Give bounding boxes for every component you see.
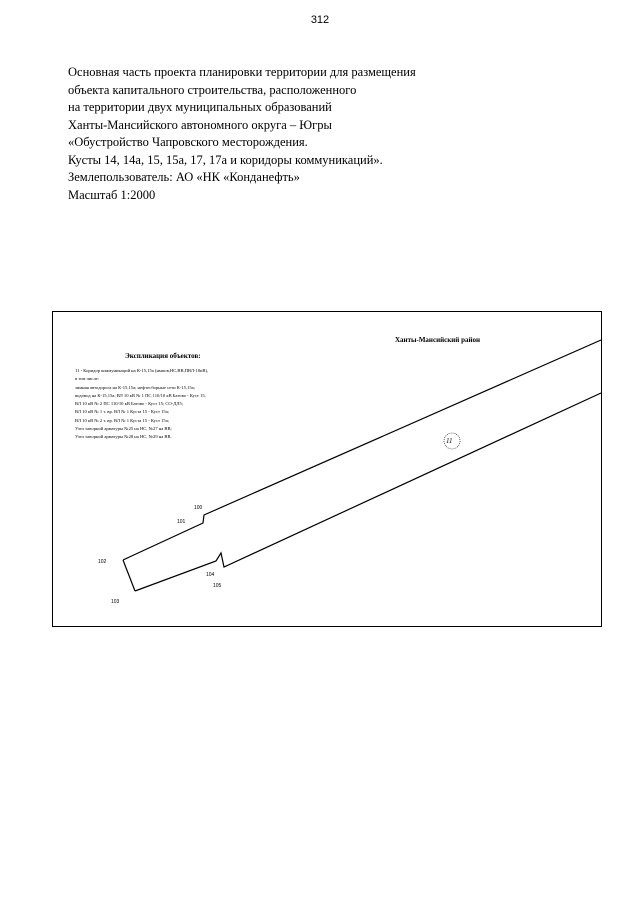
legend-item: в том числе: <box>75 376 99 382</box>
page-number: 312 <box>310 14 330 26</box>
header-line: объекта капитального строительства, расположенного <box>68 82 357 97</box>
legend-item: ВЛ 10 кВ № 1 т. вр. ВЛ № 1 Куста 15 - Куст 15а; <box>75 409 170 415</box>
legend-item: водовод на К-15,15а; ВЛ 10 кВ № 1 ПС 110/10 кВ Батово - Куст 15, <box>75 392 206 398</box>
point-label-103: 103 <box>111 599 120 605</box>
header-line: Ханты-Мансийского автономного округа – Югры <box>68 117 332 132</box>
header-line: «Обустройство Чапровского месторождения. <box>68 135 308 149</box>
point-label-105: 105 <box>213 583 222 589</box>
header-line: Землепользователь: АО «НК «Конданефть» <box>68 170 300 184</box>
header-line: Кусты 14, 14а, 15, 15а, 17, 17а и коридоры коммуникаций». <box>68 152 383 167</box>
legend-title: Экспликация объектов: <box>125 352 201 360</box>
zone-number-label: 11 <box>446 437 453 445</box>
region-label: Ханты-Мансийский район <box>395 336 481 344</box>
point-label-102: 102 <box>98 559 107 565</box>
scale-line: Масштаб 1:2000 <box>68 187 156 202</box>
document-header <box>68 64 568 204</box>
legend-item: 11 - Коридор коммуникаций на К-15,15а (нмпов,НС,ВВ,ПВЛ-10кВ), <box>75 368 209 373</box>
corridor-end-line <box>123 560 135 591</box>
point-label-104: 104 <box>206 572 215 578</box>
legend-item: ВЛ 10 кВ № 2 т. вр. ВЛ № 1 Куста 15 - Куст 15а; <box>75 417 170 423</box>
legend-item: ВЛ 10 кВ № 2 ПС 110/10 кВ Батово - Куст 15; СО-ДЛ5; <box>75 401 184 407</box>
map-frame <box>52 311 602 627</box>
point-label-100: 100 <box>194 505 203 511</box>
legend-item: Узел запорной арматуры №28 на НС, №29 на ВВ. <box>75 434 172 440</box>
legend-item: Узел запорной арматуры №25 на НС, №27 на ВВ; <box>75 426 172 432</box>
point-label-101: 101 <box>177 519 186 525</box>
header-line: Основная часть проекта планировки территории для размещения <box>68 65 416 79</box>
legend-list <box>75 367 208 442</box>
legend-item: зимняя автодорога на К-15,15а; нефтесборные сети К-15,15а; <box>75 384 195 390</box>
header-line: на территории двух муниципальных образований <box>68 100 332 114</box>
